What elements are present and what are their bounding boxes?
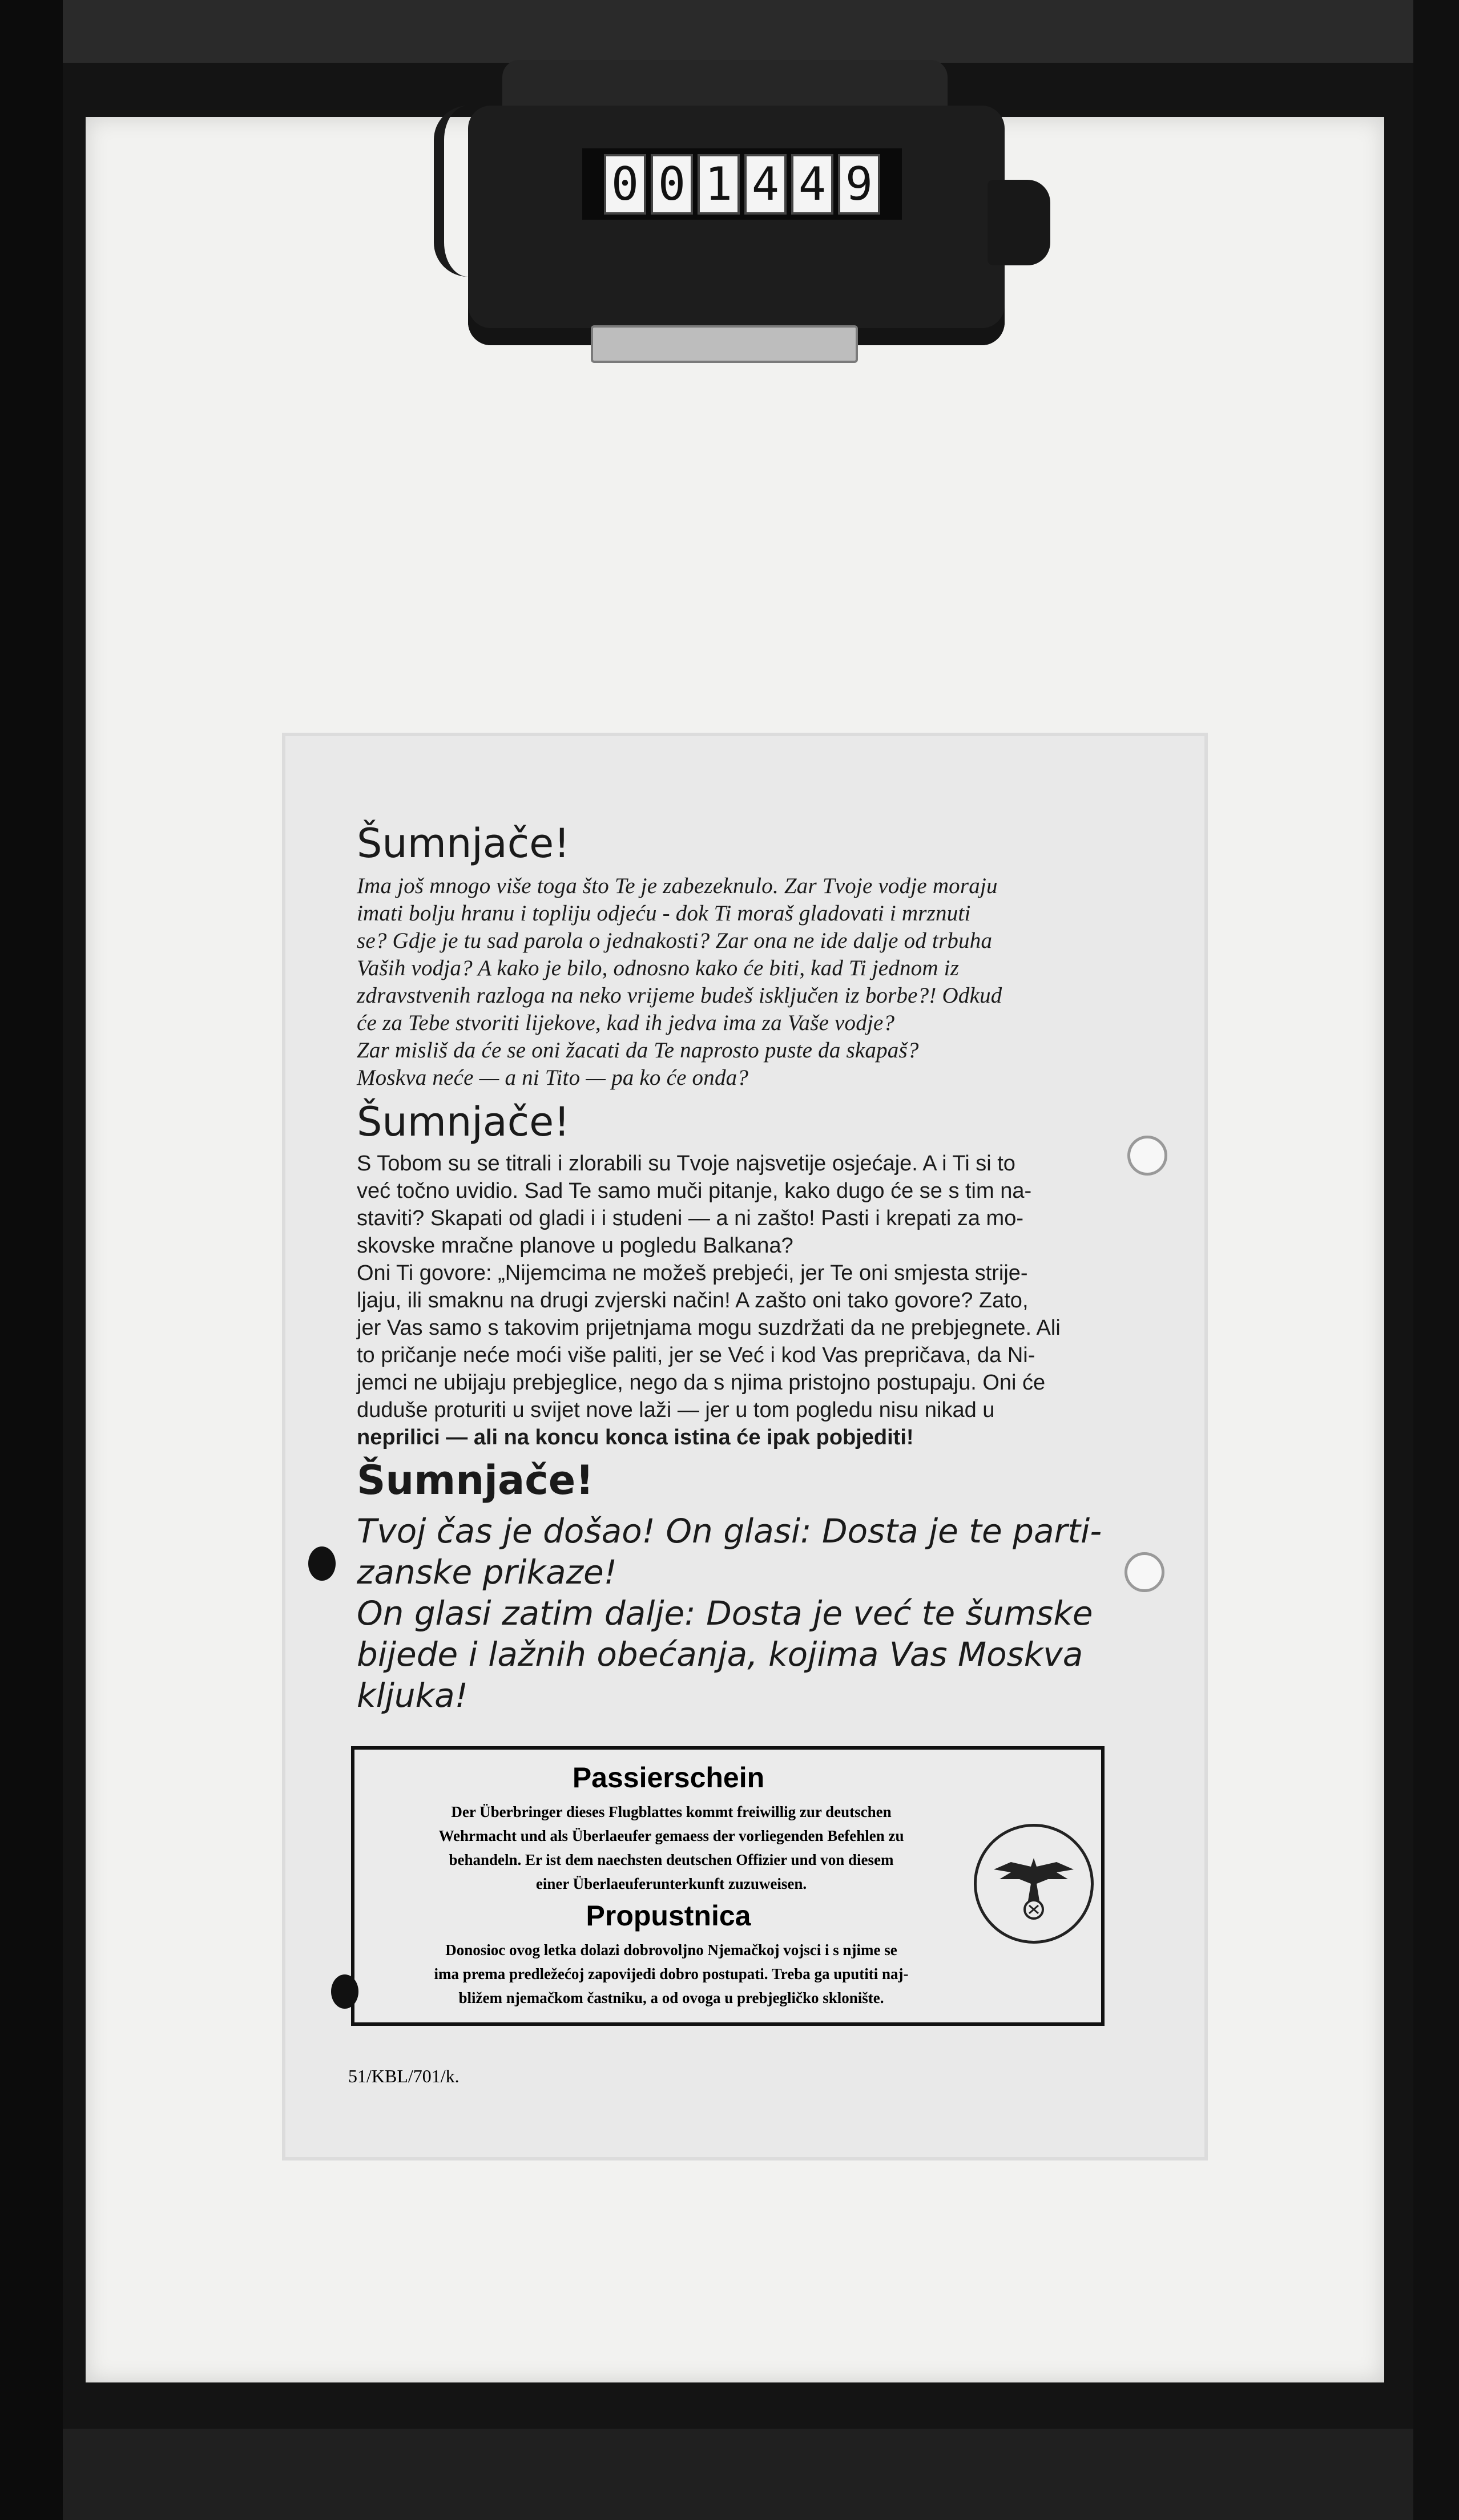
text-line: Tvoj čas je došao! On glasi: Dosta je te parti- [357,1512,1102,1550]
text-line: Der Überbringer dieses Flugblattes kommt freiwillig zur deutschen [451,1803,892,1820]
text-line: to pričanje neće moći više paliti, jer se Već i kod Vas prepričava, da Ni- [357,1343,1035,1367]
punch-hole [1127,1136,1167,1176]
text-line: Donosioc ovog letka dolazi dobrovoljno Njemačkoj vojsci i s njime se [445,1941,897,1958]
counter-digit: 0 [651,154,693,215]
text-line: Wehrmacht und als Überlaeufer gemaess der vorliegenden Befehlen zu [438,1827,904,1844]
text-line: Moskva neće — a ni Tito — pa ko će onda? [357,1065,749,1090]
text-line: će za Tebe stvoriti lijekove, kad ih jedva ima za Vaše vodje? [357,1011,895,1035]
pass-title-hr: Propustnica [586,1900,751,1932]
film-border-right [1413,0,1459,2520]
text-line: zanske prikaze! [357,1553,617,1592]
text-line: On glasi zatim dalje: Dosta je već te šumske [357,1594,1093,1633]
text-line: bijede i lažnih obećanja, kojima Vas Moskva [357,1635,1083,1674]
text-line: kljuka! [357,1676,468,1715]
counter-body [468,106,1005,345]
punch-hole [1125,1552,1164,1592]
counter-digit: 9 [838,154,880,215]
counter-nameplate [591,325,858,363]
text-line: jemci ne ubijaju prebjeglice, nego da s njima pristojno postupaju. Oni će [357,1371,1046,1395]
counter-digit: 4 [791,154,833,215]
section-heading: Šumnjače! [357,820,570,867]
frame-counter-device [468,60,1005,379]
text-line: zdravstvenih razloga na neko vrijeme budeš isključen iz borbe?! Odkud [357,983,1002,1008]
text-line: staviti? Skapati od gladi i i studeni — a ni zašto! Pasti i krepati za mo- [357,1206,1023,1230]
punch-mark [331,1974,358,2009]
pass-text-de [369,1800,974,1896]
punch-mark [308,1546,336,1581]
safe-conduct-box [351,1746,1105,2026]
section-2-text [357,1150,1116,1451]
text-line: ljaju, ili smaknu na drugi zvjerski način! A zašto oni tako govore? Zato, [357,1289,1029,1312]
counter-display [582,148,902,220]
section-3-text [357,1511,1116,1716]
pass-text-hr [369,1938,974,2010]
text-line: ima prema predležećoj zapovijedi dobro postupati. Treba ga uputiti naj- [434,1965,909,1982]
counter-digit: 1 [698,154,740,215]
section-heading: Šumnjače! [357,1099,570,1145]
text-line: imati bolju hranu i topliju odjeću - dok Ti moraš gladovati i mrznuti [357,901,971,926]
film-edge-bottom [0,2429,1459,2520]
text-line: einer Überlaeuferunterkunft zuzuweisen. [535,1875,807,1892]
text-line: neprilici — ali na koncu konca istina će ipak pobjediti! [357,1425,914,1449]
text-line: S Tobom su se titrali i zlorabili su Tvoje najsvetije osjećaje. A i Ti si to [357,1152,1015,1176]
film-border-left [0,0,63,2520]
text-line: već točno uvidio. Sad Te samo muči pitanje, kako dugo će se s tim na- [357,1179,1032,1203]
text-line: duduše proturiti u svijet nove laži — jer u tom pogledu nisu nikad u [357,1398,995,1422]
counter-knob [988,180,1050,265]
text-line: jer Vas samo s takovim prijetnjama mogu suzdržati da ne prebjegnete. Ali [357,1316,1061,1340]
leaflet-code: 51/KBL/701/k. [348,2066,460,2086]
text-line: bližem njemačkom častniku, a od ovoga u prebjegličko sklonište. [458,1989,884,2006]
text-line: Oni Ti govore: „Nijemcima ne možeš prebjeći, jer Te oni smjesta strije- [357,1261,1028,1285]
text-line: Ima još mnogo više toga što Te je zabezeknulo. Zar Tvoje vodje moraju [357,874,998,898]
text-line: Vaših vodja? A kako je bilo, odnosno kako će biti, kad Ti jednom iz [357,956,960,980]
section-1-text [357,873,1116,1092]
counter-digit: 4 [744,154,787,215]
text-line: skovske mračne planove u pogledu Balkana? [357,1234,793,1258]
film-edge-top [0,0,1459,63]
section-heading: Šumnjače! [357,1457,594,1504]
text-line: se? Gdje je tu sad parola o jednakosti? Zar ona ne ide dalje od trbuha [357,928,993,953]
pass-title-de: Passierschein [572,1762,765,1794]
text-line: behandeln. Er ist dem naechsten deutschen Offizier und von diesem [449,1851,894,1868]
leaflet-content [357,819,1116,1716]
counter-digit: 0 [604,154,646,215]
leaflet [285,736,1204,2157]
eagle-emblem-icon [974,1824,1094,1944]
text-line: Zar misliš da će se oni žacati da Te naprosto puste da skapaš? [357,1038,919,1063]
